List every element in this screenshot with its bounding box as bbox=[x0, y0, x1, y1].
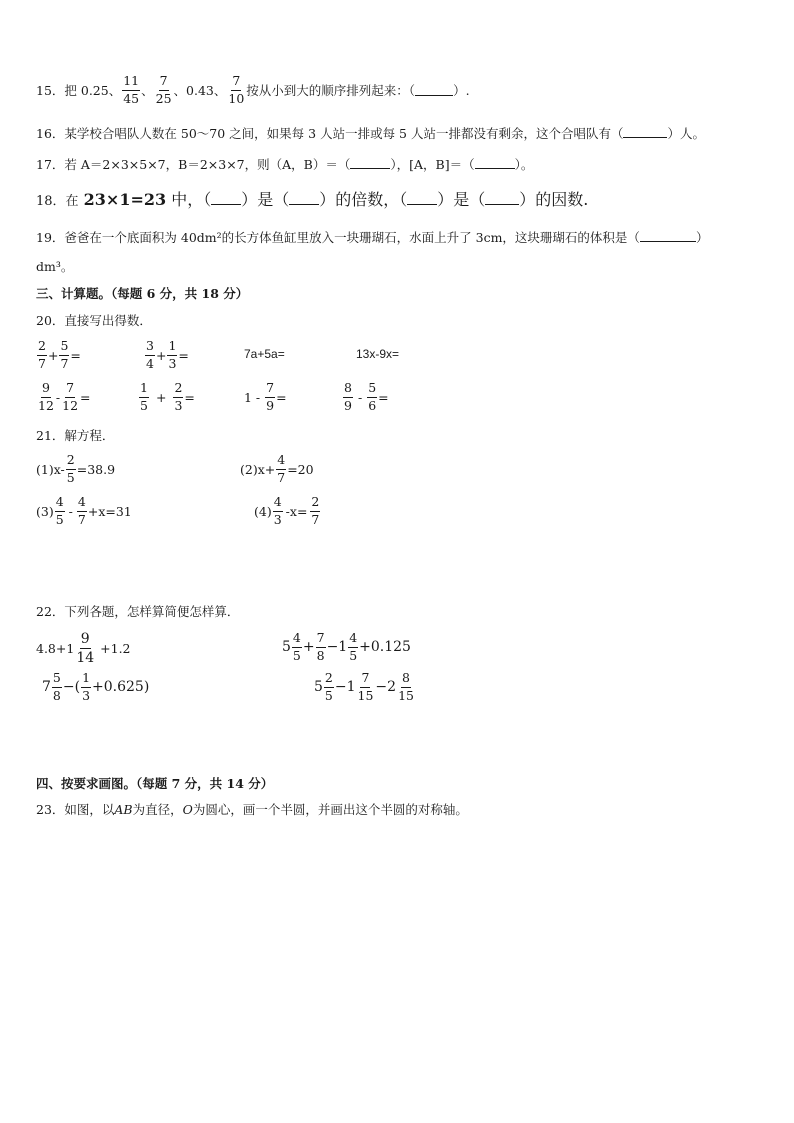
expression: 7a+5a= bbox=[244, 347, 285, 361]
operator: -x= bbox=[285, 503, 308, 519]
q19-text: 19．爸爸在一个底面积为 40dm²的长方体鱼缸里放入一块珊瑚石，水面上升了 3cm，这块珊瑚石的体积是（ bbox=[36, 230, 640, 245]
q16-answer-blank[interactable] bbox=[623, 126, 667, 138]
equation-part: (2)x+ bbox=[240, 461, 276, 477]
question-16 bbox=[36, 126, 705, 142]
q21-problem-3 bbox=[36, 496, 132, 526]
q22-title bbox=[36, 604, 239, 620]
fraction: $\frac{4}{5}$ bbox=[55, 494, 64, 527]
expression-part: +0.125 bbox=[359, 639, 411, 655]
q22-item-c bbox=[42, 672, 149, 702]
q18-blank-3[interactable] bbox=[407, 193, 437, 205]
q22-item-a bbox=[36, 632, 131, 665]
fraction: $\frac{3}{4}$ bbox=[146, 338, 154, 371]
fraction: $\frac{5}{8}$ bbox=[52, 670, 61, 703]
q15-prefix: 15．把 0.25、 bbox=[36, 83, 122, 98]
fraction: $\frac{2}{5}$ bbox=[66, 452, 75, 485]
q23-text: 为圆心，画一个半圆，并画出这个半圆的对称轴。 bbox=[192, 802, 468, 817]
question-23 bbox=[36, 802, 468, 818]
q17-lcm-blank[interactable] bbox=[475, 157, 515, 169]
q17-end: ）。 bbox=[514, 157, 534, 172]
equals: = bbox=[276, 389, 287, 405]
question-15 bbox=[36, 75, 470, 105]
q15-end: ）. bbox=[453, 83, 470, 98]
whole-number: 7 bbox=[42, 679, 51, 695]
q21-problem-2 bbox=[240, 454, 314, 484]
q15-fraction-1: $\frac{11}{45}$ bbox=[123, 73, 140, 106]
operator: 1 - bbox=[244, 389, 261, 405]
q23-segment-label: AB bbox=[114, 802, 133, 817]
equals: = bbox=[378, 389, 389, 405]
operator: - bbox=[357, 389, 363, 405]
q15-separator: 、 bbox=[141, 83, 154, 98]
q20-item-h bbox=[342, 382, 389, 412]
q21-title bbox=[36, 428, 114, 444]
q18-text: ）是（ bbox=[241, 190, 290, 209]
operator: + bbox=[47, 347, 59, 363]
question-19 bbox=[36, 230, 708, 246]
expression-part: +0.625) bbox=[92, 679, 150, 695]
fraction: $\frac{2}{5}$ bbox=[324, 670, 333, 703]
q22-item-d bbox=[314, 672, 416, 702]
equation-part: +x=31 bbox=[87, 503, 132, 519]
q20-item-g bbox=[244, 382, 287, 412]
question-17 bbox=[36, 157, 533, 173]
q19-end: ） bbox=[695, 230, 709, 245]
fraction: $\frac{7}{9}$ bbox=[266, 380, 275, 413]
equals: = bbox=[70, 347, 81, 363]
question-18 bbox=[36, 192, 588, 210]
fraction: $\frac{4}{7}$ bbox=[277, 452, 286, 485]
q18-prefix: 18．在 bbox=[36, 194, 79, 209]
q22-item-b bbox=[282, 632, 411, 662]
expression: 13x-9x= bbox=[356, 347, 400, 361]
operator: - bbox=[68, 503, 73, 519]
q22-title-text: 22．下列各题，怎样算简便怎样算． bbox=[36, 604, 240, 619]
equation-part: (4) bbox=[254, 503, 272, 519]
operator: −1 bbox=[334, 679, 356, 695]
q18-blank-2[interactable] bbox=[289, 193, 319, 205]
q18-text: ）的倍数，（ bbox=[319, 190, 408, 209]
fraction: $\frac{9}{14}$ bbox=[76, 631, 95, 666]
fraction: $\frac{2}{7}$ bbox=[311, 494, 320, 527]
q20-item-f bbox=[138, 382, 195, 412]
q17-mid: ），[A，B]＝（ bbox=[390, 157, 475, 172]
equation-part: =38.9 bbox=[76, 461, 116, 477]
operator: - bbox=[55, 389, 61, 405]
fraction: $\frac{4}{5}$ bbox=[349, 630, 358, 663]
q16-end: ）人。 bbox=[667, 126, 705, 141]
q19-unit-text: dm³。 bbox=[36, 259, 74, 274]
q23-text: 23．如图，以 bbox=[36, 802, 115, 817]
q23-text: 为直径， bbox=[132, 802, 183, 817]
section-4-title: 四、按要求画图。（每题 7 分，共 14 分） bbox=[36, 776, 274, 791]
fraction: $\frac{7}{12}$ bbox=[62, 380, 79, 413]
operator: −1 bbox=[326, 639, 348, 655]
operator: + bbox=[155, 347, 167, 363]
q20-item-c bbox=[244, 347, 285, 361]
q21-title-text: 21．解方程． bbox=[36, 428, 115, 443]
q15-text: 按从小到大的顺序排列起来：（ bbox=[246, 83, 416, 98]
operator: + bbox=[302, 639, 315, 655]
q15-answer-blank[interactable] bbox=[415, 84, 453, 96]
q16-text: 16．某学校合唱队人数在 50～70 之间，如果每 3 人站一排或每 5 人站一排都没有剩余，这个合唱队有（ bbox=[36, 126, 624, 141]
section-3-title: 三、计算题。（每题 6 分，共 18 分） bbox=[36, 286, 249, 301]
fraction: $\frac{9}{12}$ bbox=[38, 380, 54, 413]
q20-title-text: 20．直接写出得数． bbox=[36, 313, 152, 328]
q21-problem-1 bbox=[36, 454, 115, 484]
q18-text: ）是（ bbox=[437, 190, 486, 209]
operator: −2 bbox=[375, 679, 397, 695]
q20-item-a bbox=[36, 340, 81, 370]
q21-problem-4 bbox=[254, 496, 321, 526]
section-4-heading bbox=[36, 776, 273, 792]
equation-part: (1)x- bbox=[36, 461, 65, 477]
fraction: $\frac{4}{7}$ bbox=[77, 494, 86, 527]
q17-text: 17．若 A＝2×3×5×7，B＝2×3×7，则（A，B）＝（ bbox=[36, 157, 351, 172]
q18-expression: 23×1=23 bbox=[83, 190, 167, 209]
fraction: $\frac{1}{3}$ bbox=[168, 338, 177, 371]
expression-part: 4.8+1 bbox=[36, 641, 75, 656]
q18-text: ）的因数. bbox=[519, 190, 589, 209]
operator: + bbox=[155, 389, 167, 405]
fraction: $\frac{8}{9}$ bbox=[344, 380, 352, 413]
q15-separator-2: 、0.43、 bbox=[173, 83, 227, 98]
q20-title bbox=[36, 313, 152, 329]
equation-part: (3) bbox=[36, 503, 54, 519]
q18-text: 中，（ bbox=[171, 190, 212, 209]
fraction: $\frac{8}{15}$ bbox=[398, 670, 414, 703]
equals: = bbox=[184, 389, 195, 405]
equation-part: =20 bbox=[287, 461, 314, 477]
fraction: $\frac{1}{3}$ bbox=[82, 670, 91, 703]
equals: = bbox=[178, 347, 189, 363]
q18-blank-4[interactable] bbox=[485, 193, 519, 205]
whole-number: 5 bbox=[282, 639, 291, 655]
fraction: $\frac{7}{15}$ bbox=[357, 670, 374, 703]
fraction: $\frac{7}{8}$ bbox=[316, 630, 325, 663]
section-3-heading bbox=[36, 286, 248, 302]
operator: −( bbox=[62, 679, 81, 695]
fraction: $\frac{2}{7}$ bbox=[38, 338, 46, 371]
q19-unit bbox=[36, 259, 73, 275]
fraction: $\frac{5}{7}$ bbox=[60, 338, 69, 371]
q20-item-b bbox=[144, 340, 189, 370]
fraction: $\frac{1}{5}$ bbox=[140, 380, 148, 413]
fraction: $\frac{5}{6}$ bbox=[368, 380, 377, 413]
equals: = bbox=[80, 389, 91, 405]
q15-fraction-3: $\frac{7}{10}$ bbox=[228, 73, 245, 106]
q23-center-label: O bbox=[182, 802, 193, 817]
fraction: $\frac{4}{3}$ bbox=[273, 494, 282, 527]
expression-part: +1.2 bbox=[100, 641, 131, 656]
q20-item-d bbox=[356, 347, 399, 361]
q20-item-e bbox=[36, 382, 91, 412]
fraction: $\frac{2}{3}$ bbox=[174, 380, 183, 413]
q15-fraction-2: $\frac{7}{25}$ bbox=[155, 73, 172, 106]
whole-number: 5 bbox=[314, 679, 323, 695]
q19-answer-blank[interactable] bbox=[640, 230, 696, 242]
q18-blank-1[interactable] bbox=[211, 193, 241, 205]
q17-gcd-blank[interactable] bbox=[350, 157, 390, 169]
fraction: $\frac{4}{5}$ bbox=[292, 630, 301, 663]
